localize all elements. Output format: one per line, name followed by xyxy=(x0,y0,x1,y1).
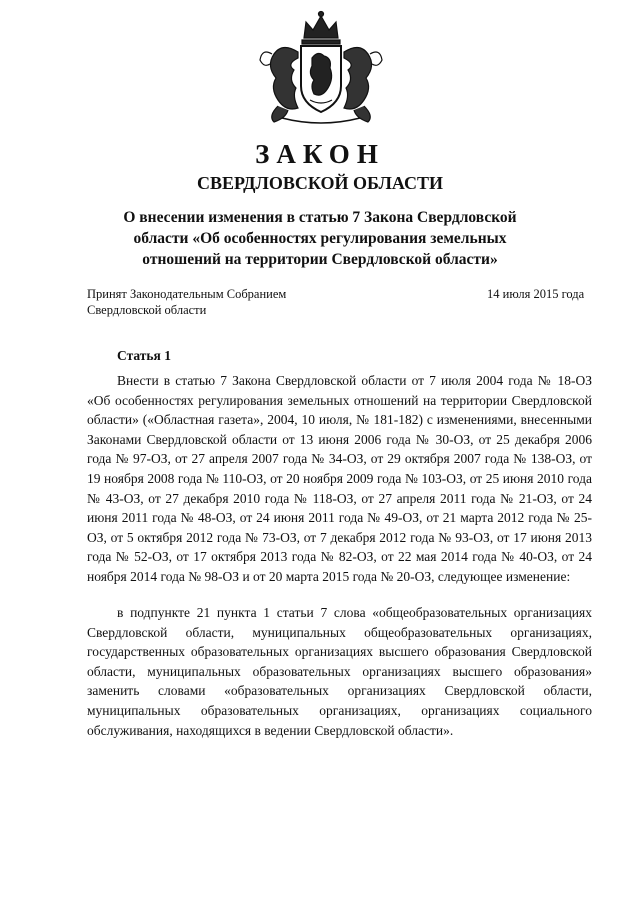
adoption-date: 14 июля 2015 года xyxy=(487,287,585,301)
article-paragraph: Внести в статью 7 Закона Свердловской области от 7 июля 2004 года № 18-ОЗ «Об особенностях регулирования земельных отношений на территории Свердловской области» («Областная газета», 2004, 10 июля, № 181-182) с изменениями, внесенными Законами Свердловской области от 13 июня 2006 года № 30-ОЗ, от 25 декабря 2006 года № 97-ОЗ, от 27 апреля 2007 года № 34-ОЗ, от 29 октября 2007 года № 138-ОЗ, от 19 ноября 2008 года № 110-ОЗ, от 20 ноября 2009 года № 103-ОЗ, от 25 июня 2010 года № 43-ОЗ, от 27 декабря 2010 года № 118-ОЗ, от 27 апреля 2011 года № 21-ОЗ, от 24 июня 2011 года № 48-ОЗ, от 24 июня 2011 года № 49-ОЗ, от 21 марта 2012 года № 25-ОЗ, от 5 октября 2012 года № 73-ОЗ, от 7 декабря 2012 года № 93-ОЗ, от 17 июня 2013 года № 52-ОЗ, от 17 октября 2013 года № 82-ОЗ, от 22 мая 2014 года № 40-ОЗ, от 24 ноября 2014 года № 98-ОЗ и от 20 марта 2015 года № 20-ОЗ, следующее изменение: xyxy=(87,373,592,584)
article-heading: Статья 1 xyxy=(117,348,171,363)
adopted-by: Принят Законодательным Собранием Свердловской области xyxy=(87,287,287,317)
coat-of-arms-icon xyxy=(252,8,390,126)
law-title: ЗАКОН xyxy=(255,139,385,169)
region-title: СВЕРДЛОВСКОЙ ОБЛАСТИ xyxy=(197,173,443,193)
law-subject: О внесении изменения в статью 7 Закона Свердловской области «Об особенностях регулирования земельных отношений на территории Свердловской области» xyxy=(123,209,517,268)
article-paragraph: в подпункте 21 пункта 1 статьи 7 слова «общеобразовательных организациях Свердловской области, муниципальных общеобразовательных организациях, государственных образовательных организациях высшего образования Свердловской области, муниципальных образовательных организациях высшего образования» заменить словами «образовательных организациях Свердловской области, муниципальных образовательных организациях, организациях социального обслуживания, находящихся в ведении Свердловской области». xyxy=(87,605,592,738)
